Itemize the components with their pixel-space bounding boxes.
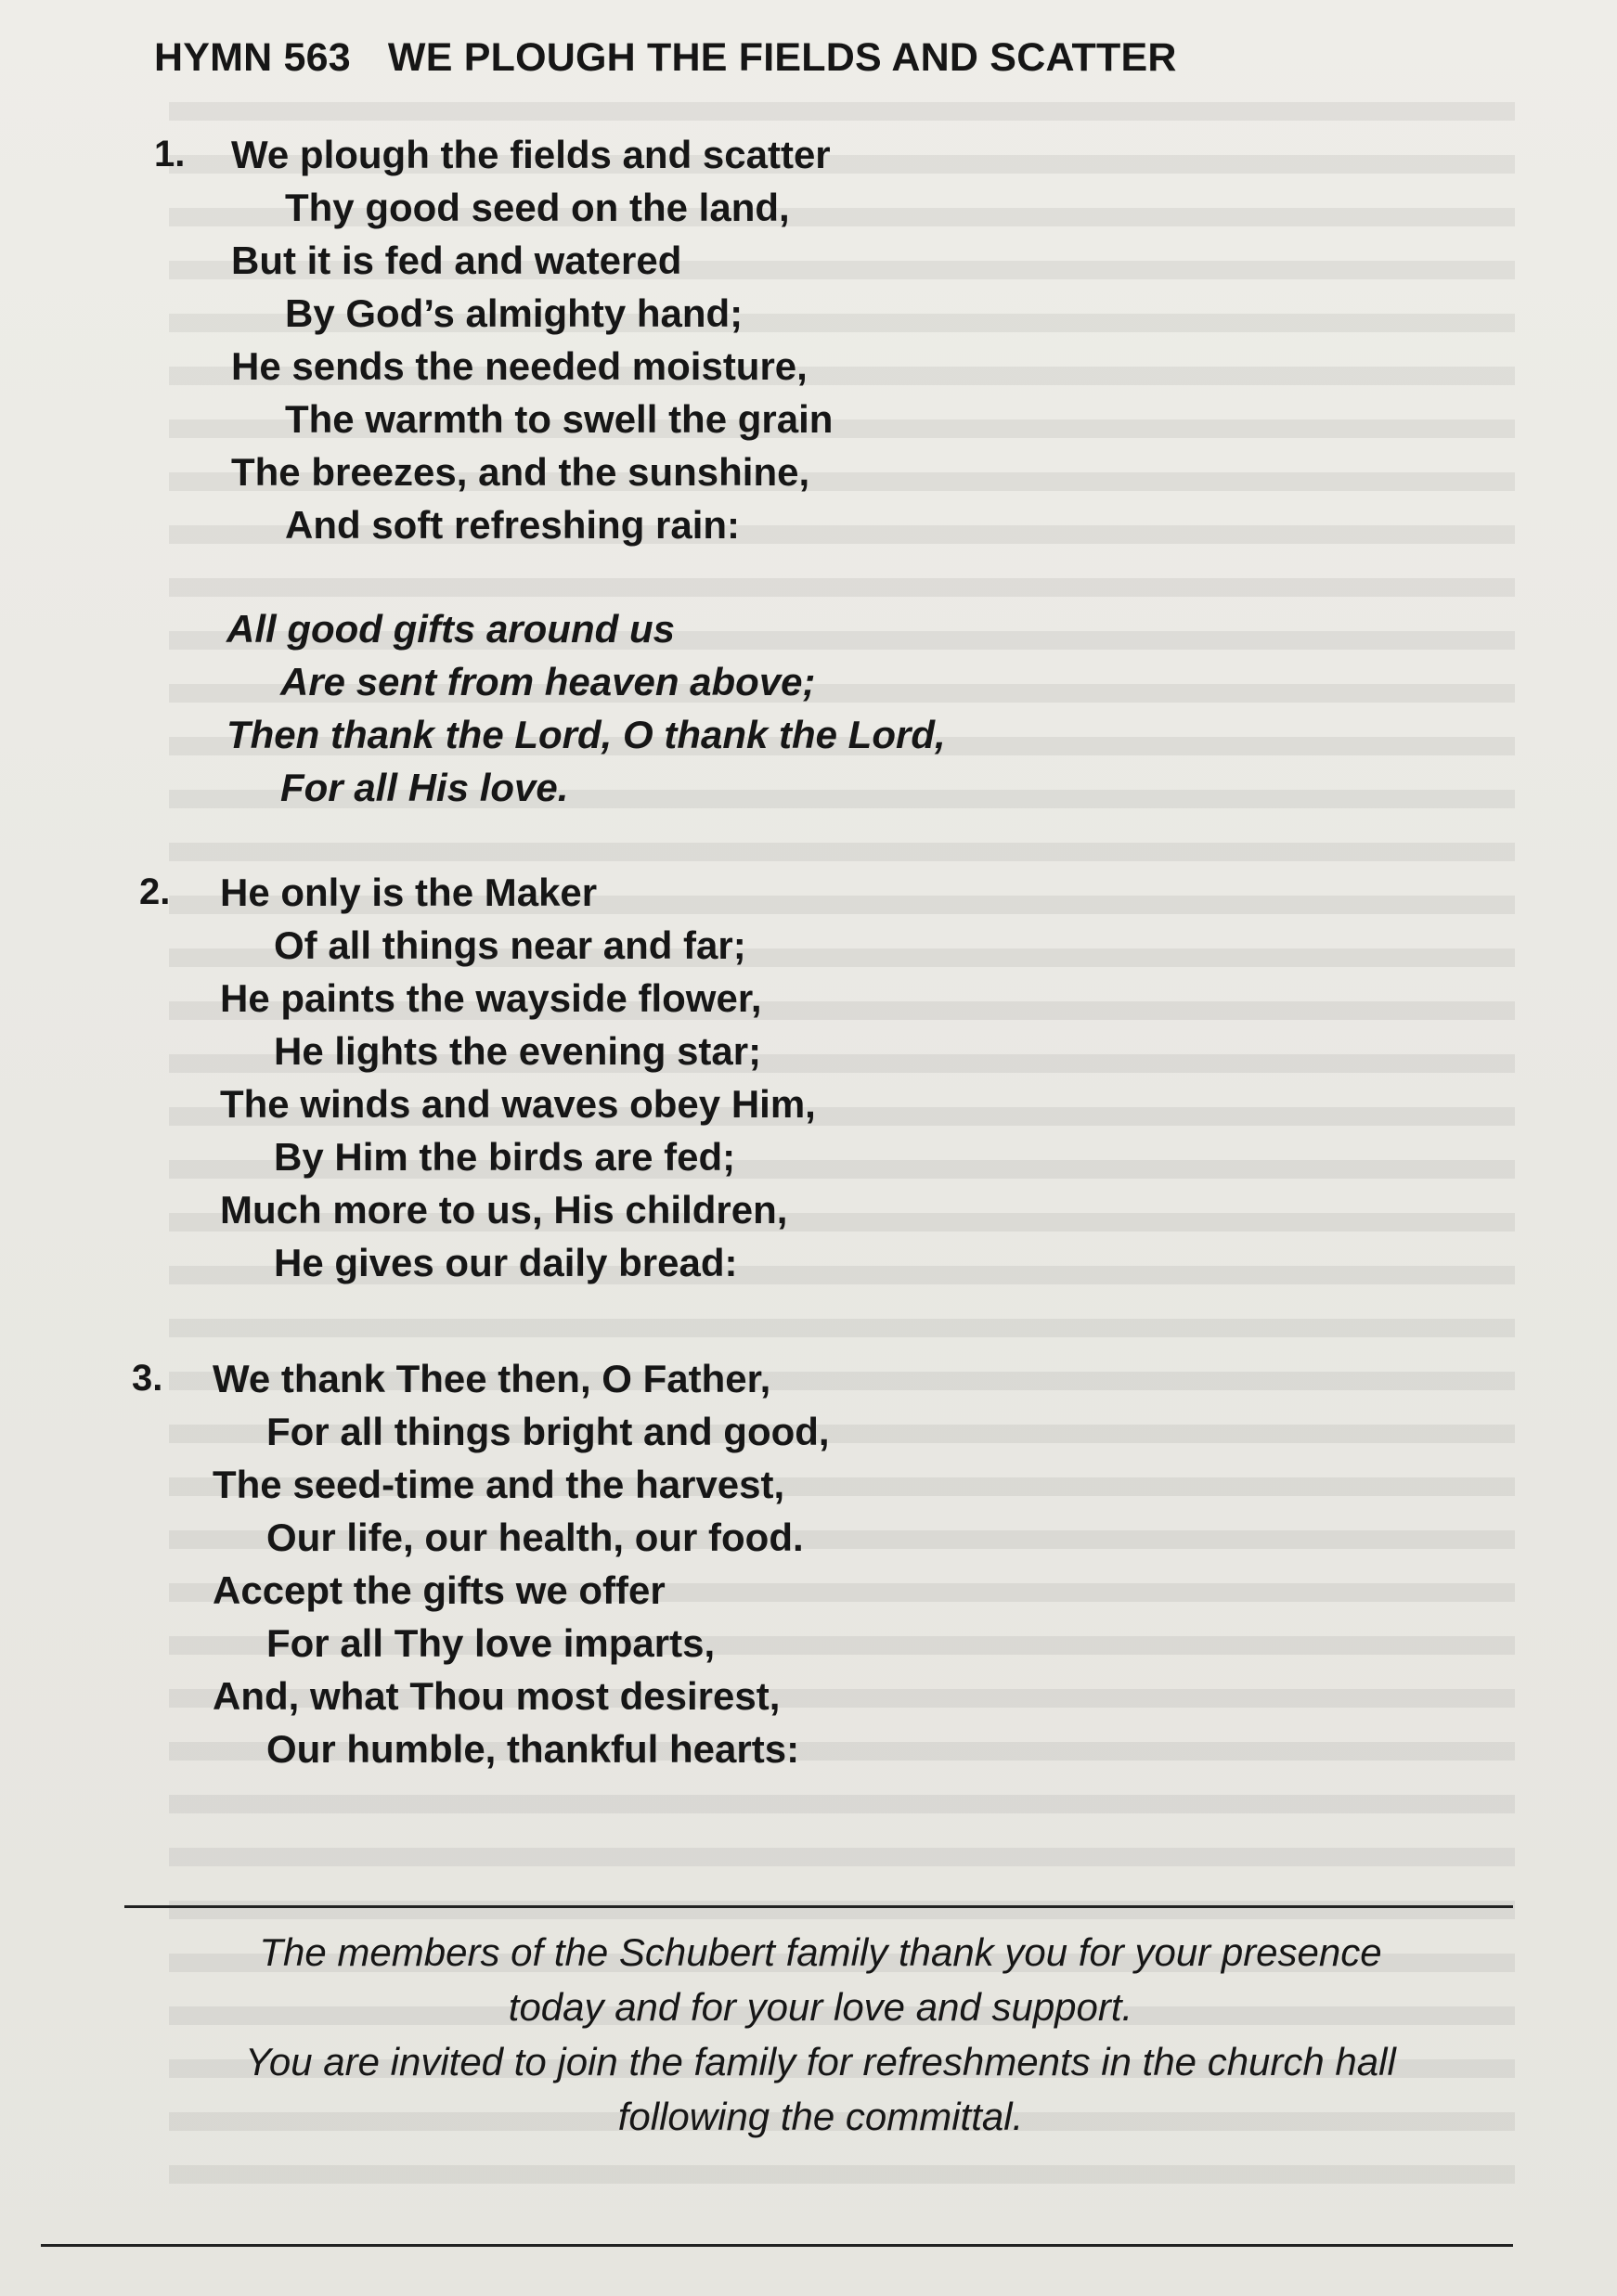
divider <box>124 1905 1513 1908</box>
refrain-line: All good gifts around us <box>226 607 675 651</box>
verse-line: Thy good seed on the land, <box>285 186 790 229</box>
verse-line: He lights the evening star; <box>274 1029 762 1073</box>
verse-3 <box>213 1352 830 1775</box>
verse-line: He paints the wayside flower, <box>220 976 762 1020</box>
footer-line: You are invited to join the family for refreshments in the church hall <box>245 2040 1396 2083</box>
verse-line: And soft refreshing rain: <box>285 503 741 547</box>
verse-line: He sends the needed moisture, <box>231 344 808 388</box>
verse-line: By Him the birds are fed; <box>274 1135 736 1179</box>
verse-line: The winds and waves obey Him, <box>220 1082 816 1126</box>
refrain-line: For all His love. <box>280 766 569 809</box>
hymn-number: HYMN 563 <box>154 35 351 80</box>
verse-number: 2. <box>139 871 171 912</box>
verse-line: Much more to us, His children, <box>220 1188 788 1232</box>
verse-line: The breezes, and the sunshine, <box>231 450 810 494</box>
verse-1 <box>231 128 833 551</box>
verse-line: Of all things near and far; <box>274 923 746 967</box>
verse-line: He only is the Maker <box>220 871 598 914</box>
bottom-divider <box>41 2244 1513 2247</box>
verse-line: Accept the gifts we offer <box>213 1568 666 1612</box>
refrain <box>226 602 946 814</box>
footer-line: The members of the Schubert family thank you for your presence <box>259 1930 1382 1974</box>
verse-line: Our life, our health, our food. <box>266 1516 804 1559</box>
footer-note <box>124 1925 1517 2144</box>
verse-line: For all things bright and good, <box>266 1410 830 1453</box>
hymn-heading <box>154 35 1214 81</box>
refrain-line: Are sent from heaven above; <box>280 660 816 703</box>
footer-line: today and for your love and support. <box>508 1985 1133 2029</box>
verse-line: And, what Thou most desirest, <box>213 1674 781 1718</box>
verse-line: Our humble, thankful hearts: <box>266 1727 800 1771</box>
verse-line: The seed-time and the harvest, <box>213 1463 785 1506</box>
verse-line: But it is fed and watered <box>231 239 682 282</box>
verse-number: 1. <box>154 134 186 174</box>
refrain-line: Then thank the Lord, O thank the Lord, <box>226 713 946 756</box>
verse-line: The warmth to swell the grain <box>285 397 834 441</box>
verse-line: By God’s almighty hand; <box>285 291 744 335</box>
hymn-title: WE PLOUGH THE FIELDS AND SCATTER <box>387 35 1177 80</box>
footer-line: following the committal. <box>617 2095 1024 2138</box>
verse-line: He gives our daily bread: <box>274 1241 738 1284</box>
verse-line: For all Thy love imparts, <box>266 1621 716 1665</box>
verse-number: 3. <box>132 1358 163 1399</box>
verse-line: We plough the fields and scatter <box>231 133 831 176</box>
verse-line: We thank Thee then, O Father, <box>213 1357 771 1400</box>
verse-2 <box>220 866 816 1289</box>
